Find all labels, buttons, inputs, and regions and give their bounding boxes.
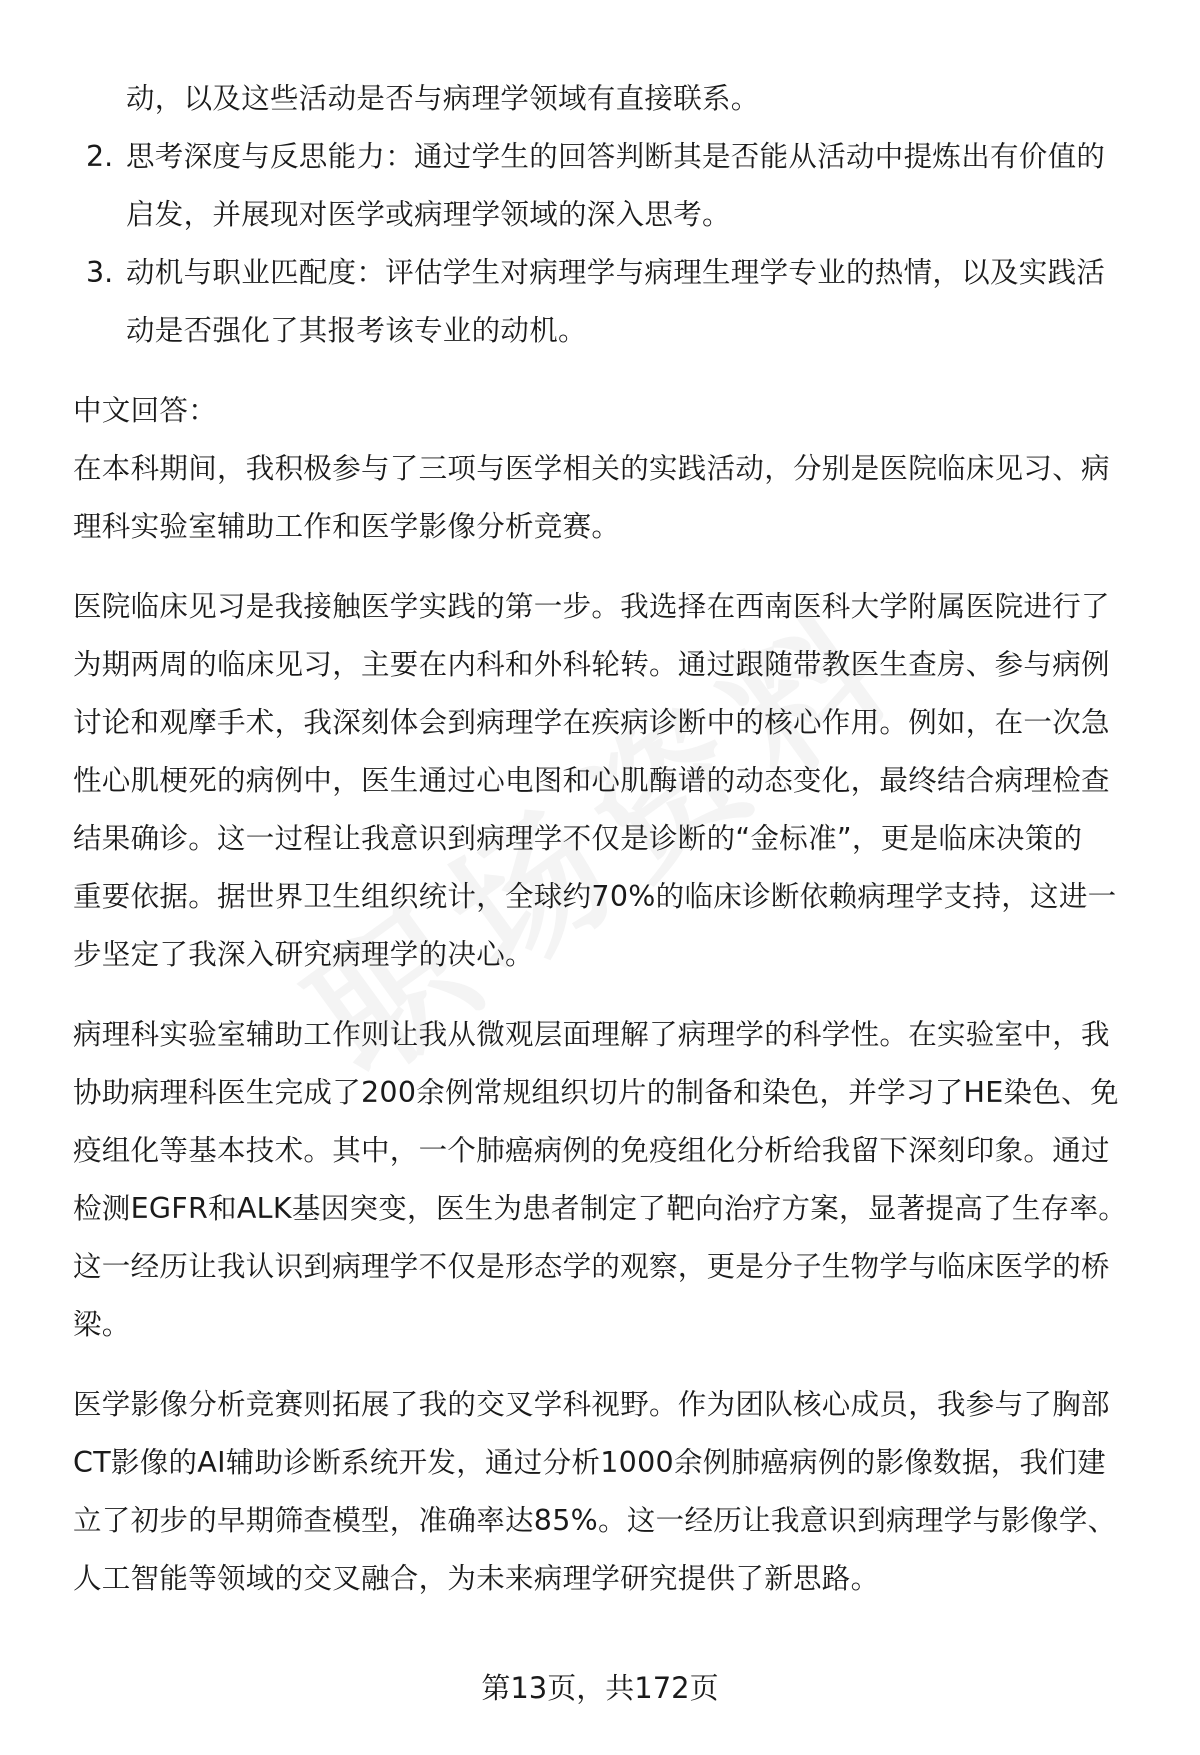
intro-continuation [73,70,1143,128]
text-line: 动，以及这些活动是否与病理学领域有直接联系。 [126,82,760,115]
criteria-item-2 [73,128,1143,244]
text-line: 结果确诊。这一过程让我意识到病理学不仅是诊断的“金标准”，更是临床决策的 [73,822,1083,855]
text-line: 人工智能等领域的交叉融合，为未来病理学研究提供了新思路。 [73,1562,880,1595]
text-line: 这一经历让我认识到病理学不仅是形态学的观察，更是分子生物学与临床医学的桥 [73,1250,1110,1283]
text-line: CT影像的AI辅助诊断系统开发，通过分析1000余例肺癌病例的影像数据，我们建 [73,1446,1106,1479]
list-number: 2. [86,140,114,173]
text-line: 讨论和观摩手术，我深刻体会到病理学在疾病诊断中的核心作用。例如，在一次急 [73,706,1110,739]
text-line: 协助病理科医生完成了200余例常规组织切片的制备和染色，并学习了HE染色、免 [73,1076,1119,1109]
text-line: 在本科期间，我积极参与了三项与医学相关的实践活动，分别是医院临床见习、病 [73,452,1110,485]
page-number-footer: 第13页，共172页 [481,1671,719,1705]
text-line: 医院临床见习是我接触医学实践的第一步。我选择在西南医科大学附属医院进行了 [73,590,1110,623]
page-content [73,70,1143,1608]
text-line: 病理科实验室辅助工作则让我从微观层面理解了病理学的科学性。在实验室中，我 [73,1018,1110,1051]
text-line: 动是否强化了其报考该专业的动机。 [126,314,587,347]
paragraph-4 [73,1376,1143,1608]
text-line: 医学影像分析竞赛则拓展了我的交叉学科视野。作为团队核心成员，我参与了胸部 [73,1388,1110,1421]
criteria-item-3 [73,244,1143,360]
text-line: 疫组化等基本技术。其中，一个肺癌病例的免疫组化分析给我留下深刻印象。通过 [73,1134,1110,1167]
paragraph-3 [73,1006,1143,1354]
answer-heading: 中文回答： [73,394,218,427]
text-line: 梁。 [73,1308,131,1341]
text-line: 思考深度与反思能力：通过学生的回答判断其是否能从活动中提炼出有价值的 [126,140,1106,173]
text-line: 步坚定了我深入研究病理学的决心。 [73,938,534,971]
text-line: 理科实验室辅助工作和医学影像分析竞赛。 [73,510,621,543]
text-line: 启发，并展现对医学或病理学领域的深入思考。 [126,198,731,231]
text-line: 重要依据。据世界卫生组织统计，全球约70%的临床诊断依赖病理学支持，这进一 [73,880,1117,913]
text-line: 为期两周的临床见习，主要在内科和外科轮转。通过跟随带教医生查房、参与病例 [73,648,1110,681]
list-number: 3. [86,256,114,289]
text-line: 立了初步的早期筛查模型，准确率达85%。这一经历让我意识到病理学与影像学、 [73,1504,1117,1537]
paragraph-1 [73,440,1143,556]
paragraph-2 [73,578,1143,984]
text-line: 检测EGFR和ALK基因突变，医生为患者制定了靶向治疗方案，显著提高了生存率。 [73,1192,1128,1225]
text-line: 性心肌梗死的病例中，医生通过心电图和心肌酶谱的动态变化，最终结合病理检查 [73,764,1110,797]
text-line: 动机与职业匹配度：评估学生对病理学与病理生理学专业的热情，以及实践活 [126,256,1106,289]
